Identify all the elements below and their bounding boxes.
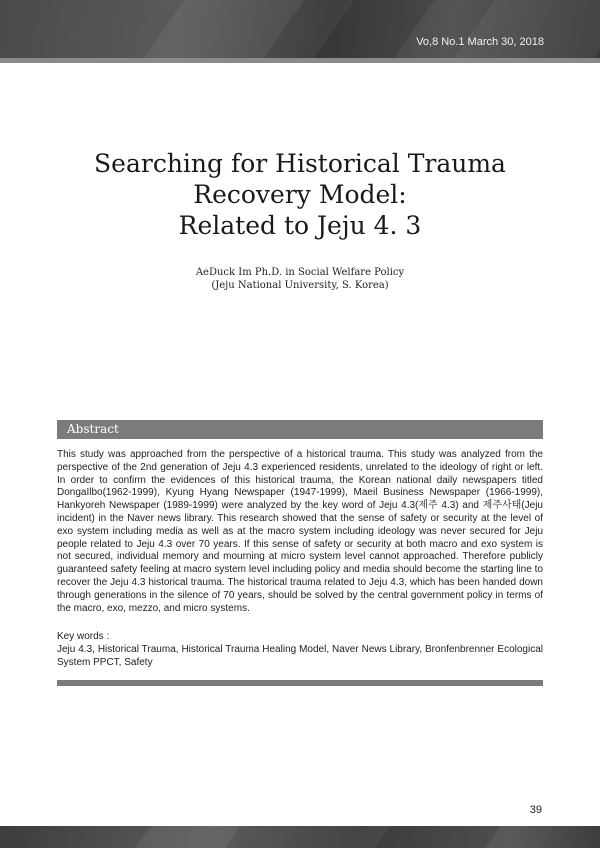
title-line: Searching for Historical Trauma bbox=[94, 149, 506, 178]
paper-title bbox=[0, 148, 600, 241]
header-rule bbox=[0, 58, 600, 63]
title-line: Related to Jeju 4. 3 bbox=[178, 211, 422, 240]
footer-banner bbox=[0, 826, 600, 848]
banner-decoration bbox=[122, 826, 247, 848]
abstract-heading-bar bbox=[57, 420, 543, 439]
page-number: 39 bbox=[529, 804, 542, 816]
keywords-list: Jeju 4.3, Historical Trauma, Historical Trauma Healing Model, Naver News Library, Bronfenbrenner Ecological System PPCT, Safety bbox=[57, 644, 543, 668]
section-divider bbox=[57, 680, 543, 686]
banner-decoration bbox=[291, 0, 448, 58]
author-affiliation: (Jeju National University, S. Korea) bbox=[211, 280, 389, 291]
abstract-heading: Abstract bbox=[67, 422, 119, 436]
title-line: Recovery Model: bbox=[193, 180, 407, 209]
banner-decoration bbox=[431, 0, 600, 58]
abstract-body: This study was approached from the perspective of a historical trauma. This study was analyzed from the perspective of the 2nd generation of Jeju 4.3 experienced residents, unrelated to the ideology of right or left. In order to confirm the evidences of this historical trauma, the Korean national daily newspapers titled DongaIlbo(1962-1999), Kyung Hyang Newspaper (1947-1999), Maeil Business Newspaper (1966-1999), Hankyoreh Newspaper (1989-1999) were analyzed by the key word of Jeju 4.3(제주 4.3) and 제주사태(Jeju incident) in the Naver news library. This research showed that the sense of safety or security at the level of exo system including media as well as at the macro system including ideology was never secured for Jeju people related to Jeju 4.3 over 70 years. If this sense of safety or security at both macro and exo system is not secured, individual memory and mourning at micro system level cannot approached. Therefore publicly guaranteed safety feeling at macro system level including policy and media should become the starting line to recover the Jeju 4.3 historical trauma. The historical trauma related to Jeju 4.3, which has been handed down through generations in the silence of 70 years, should be solved by the central government policy in terms of the macro, exo, mezzo, and micro systems. bbox=[57, 449, 543, 614]
banner-decoration bbox=[362, 826, 507, 848]
author-name: AeDuck Im Ph.D. in Social Welfare Policy bbox=[195, 267, 405, 278]
keywords-label: Key words : bbox=[57, 631, 110, 642]
header-banner bbox=[0, 0, 600, 58]
author-block bbox=[0, 266, 600, 292]
issue-info: Vo,8 No.1 March 30, 2018 bbox=[416, 36, 544, 48]
banner-decoration bbox=[121, 0, 318, 58]
